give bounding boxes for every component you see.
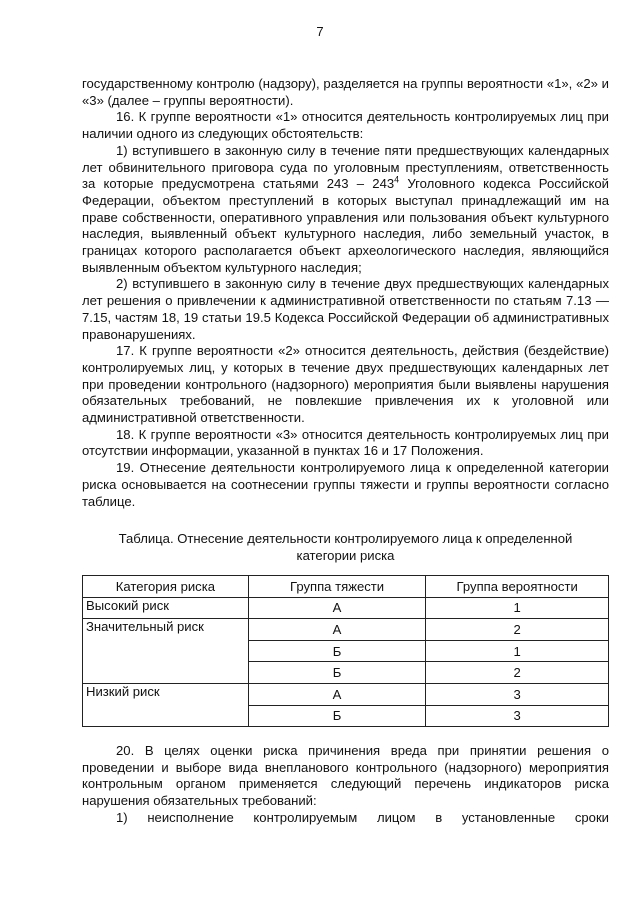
paragraph-16-item-1 xyxy=(82,143,609,277)
paragraph-16: 16. К группе вероятности «1» относится деятельность контролируемых лиц при наличии одного из следующих обстоятельств: xyxy=(82,109,609,142)
header-risk-category: Категория риска xyxy=(83,576,249,598)
severity-cell: Б xyxy=(248,705,426,727)
paragraph-20: 20. В целях оценки риска причинения вреда при принятии решения о проведении и выборе вида внепланового контрольного (надзорного) мероприятия контрольным органом применяется следующий перечень индикаторов риска нарушения обязательных требований: xyxy=(82,743,609,809)
severity-cell: А xyxy=(248,619,426,641)
table-caption-line-1: Таблица. Отнесение деятельности контролируемого лица к определенной xyxy=(118,531,573,546)
probability-cell: 1 xyxy=(426,640,609,662)
body-text-bottom xyxy=(82,743,609,827)
probability-cell: 3 xyxy=(426,683,609,705)
table-row xyxy=(83,619,609,641)
severity-cell: А xyxy=(248,683,426,705)
severity-cell: А xyxy=(248,597,426,619)
severity-cell: Б xyxy=(248,662,426,684)
item-1-text-after: Уголовного кодекса Российской Федерации, объектом преступлений в которых выступал принадлежащий им на праве собственности, оперативного управления или пользования объект культурного наследия, выявленный объект культурного наследия, либо земельный участок, в границах которого располагается объект археологического наследия, являющийся выявленным объектом культурного наследия; xyxy=(82,176,609,275)
item-1-text-before: 1) вступившего в законную силу в течение пяти предшествующих календарных лет обвинительного приговора суда по уголовным преступлениям, ответственность за которые предусмотрена статьями 243 – 243 xyxy=(82,142,609,192)
risk-category-cell: Низкий риск xyxy=(83,683,249,726)
paragraph-20-item-1: 1) неисполнение контролируемым лицом в установленные сроки xyxy=(116,809,609,825)
body-text-top xyxy=(82,76,609,510)
risk-category-cell: Значительный риск xyxy=(83,619,249,684)
article-superscript: 4 xyxy=(394,174,400,185)
probability-cell: 3 xyxy=(426,705,609,727)
header-severity-group: Группа тяжести xyxy=(248,576,426,598)
table-header-row xyxy=(83,576,609,598)
probability-cell: 2 xyxy=(426,662,609,684)
paragraph-19: 19. Отнесение деятельности контролируемого лица к определенной категории риска основывается на соотнесении группы тяжести и группы вероятности согласно таблице. xyxy=(82,460,609,509)
probability-cell: 2 xyxy=(426,619,609,641)
risk-category-cell: Высокий риск xyxy=(83,597,249,619)
severity-cell: Б xyxy=(248,640,426,662)
probability-cell: 1 xyxy=(426,597,609,619)
paragraph-18: 18. К группе вероятности «3» относится деятельность контролируемых лиц при отсутствии информации, указанной в пунктах 16 и 17 Положения. xyxy=(82,426,609,459)
table-row xyxy=(83,597,609,619)
paragraph-17: 17. К группе вероятности «2» относится деятельность, действия (бездействие) контролируемых лиц, у которых в течение двух предшествующих календарных лет при проведении контрольного (надзорного) мероприятия были выявлены нарушения обязательных требований, не повлекшие привлечения их к уголовной или административной ответственности. xyxy=(82,343,609,426)
table-caption xyxy=(82,530,609,564)
table-row xyxy=(83,683,609,705)
risk-category-table xyxy=(82,575,609,727)
page-number: 7 xyxy=(316,24,324,39)
table-caption-line-2: категории риска xyxy=(296,548,395,563)
paragraph-continuation: государственному контролю (надзору), разделяется на группы вероятности «1», «2» и «3» (далее – группы вероятности). xyxy=(82,76,609,108)
paragraph-16-item-2: 2) вступившего в законную силу в течение двух предшествующих календарных лет решения о привлечении к административной ответственности по статьям 7.13 — 7.15, частям 18, 19 статьи 19.5 Кодекса Российской Федерации об административных правонарушениях. xyxy=(82,276,609,342)
header-probability-group: Группа вероятности xyxy=(426,576,609,598)
